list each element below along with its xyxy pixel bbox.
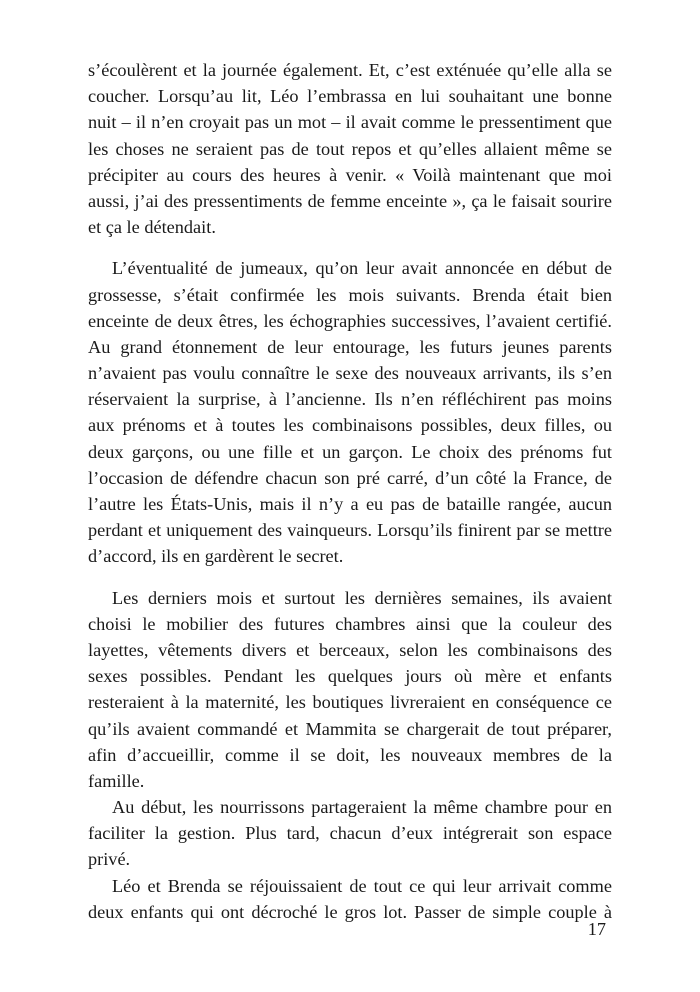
text-line: n’avaient pas voulu connaître le sexe des nouveaux arrivants, ils s’en xyxy=(88,363,612,384)
text-line: s’écoulèrent et la journée également. Et, c’est exténuée qu’elle alla se xyxy=(88,60,612,80)
text-line: deux garçons, ou une fille et un garçon. Le choix des prénoms fut xyxy=(88,441,612,462)
text-line: afin d’accueillir, comme il se doit, les nouveaux membres de la xyxy=(88,744,612,765)
text-line: Au début, les nourrissons partageraient la même chambre pour en xyxy=(112,797,612,818)
text-line: précipiter au cours des heures à venir. « Voilà maintenant que moi xyxy=(88,164,612,185)
text-line: faciliter la gestion. Plus tard, chacun d’eux intégrerait son espace xyxy=(88,823,612,844)
text-line: sexes possibles. Pendant les quelques jours où mère et enfants xyxy=(88,666,612,687)
text-line: qu’ils avaient commandé et Mammita se chargerait de tout préparer, xyxy=(88,718,612,739)
text-line: L’éventualité de jumeaux, qu’on leur avait annoncée en début de xyxy=(112,258,612,279)
text-line: l’autre les États-Unis, mais il n’y a eu pas de bataille rangée, aucun xyxy=(88,494,612,514)
text-line: aux prénoms et à toutes les combinaisons possibles, deux filles, ou xyxy=(88,415,612,436)
text-line: Les derniers mois et surtout les dernières semaines, ils avaient xyxy=(112,587,612,608)
text-line: coucher. Lorsqu’au lit, Léo l’embrassa en lui souhaitant une bonne xyxy=(88,86,612,107)
text-line: layettes, vêtements divers et berceaux, selon les combinaisons des xyxy=(88,639,612,660)
text-line: resteraient à la maternité, les boutiques livreraient en conséquence ce xyxy=(88,692,612,713)
text-line: et ça le détendait. xyxy=(88,217,216,238)
document-page-body xyxy=(88,57,612,925)
page-number: 17 xyxy=(587,919,606,939)
text-line: privé. xyxy=(88,849,131,870)
text-line: d’accord, ils en gardèrent le secret. xyxy=(88,546,344,567)
text-line: l’occasion de défendre chacun son pré carré, d’un côté la France, de xyxy=(88,467,612,488)
text-line: les choses ne seraient pas de tout repos et qu’elles allaient même se xyxy=(88,138,612,159)
paragraph xyxy=(88,873,612,925)
text-line: enceinte de deux êtres, les échographies successives, l’avaient certifié. xyxy=(88,310,612,331)
paragraph xyxy=(88,585,612,795)
text-line: deux enfants qui ont décroché le gros lot. Passer de simple couple à xyxy=(88,901,612,922)
text-line: choisi le mobilier des futures chambres ainsi que la couleur des xyxy=(88,613,612,634)
text-line: réservaient la surprise, à l’ancienne. Ils n’en réfléchirent pas moins xyxy=(88,389,612,410)
text-line: famille. xyxy=(88,770,145,791)
text-line: perdant et uniquement des vainqueurs. Lorsqu’ils finirent par se mettre xyxy=(88,520,612,541)
paragraph xyxy=(88,57,612,240)
paragraph xyxy=(88,255,612,569)
text-line: Au grand étonnement de leur entourage, les futurs jeunes parents xyxy=(88,336,612,357)
text-line: aussi, j’ai des pressentiments de femme enceinte », ça le faisait sourire xyxy=(88,190,612,211)
text-line: Léo et Brenda se réjouissaient de tout ce qui leur arrivait comme xyxy=(112,875,612,896)
paragraph xyxy=(88,794,612,873)
text-line: grossesse, s’était confirmée les mois suivants. Brenda était bien xyxy=(88,284,612,305)
text-line: nuit – il n’en croyait pas un mot – il avait comme le pressentiment que xyxy=(88,112,612,133)
